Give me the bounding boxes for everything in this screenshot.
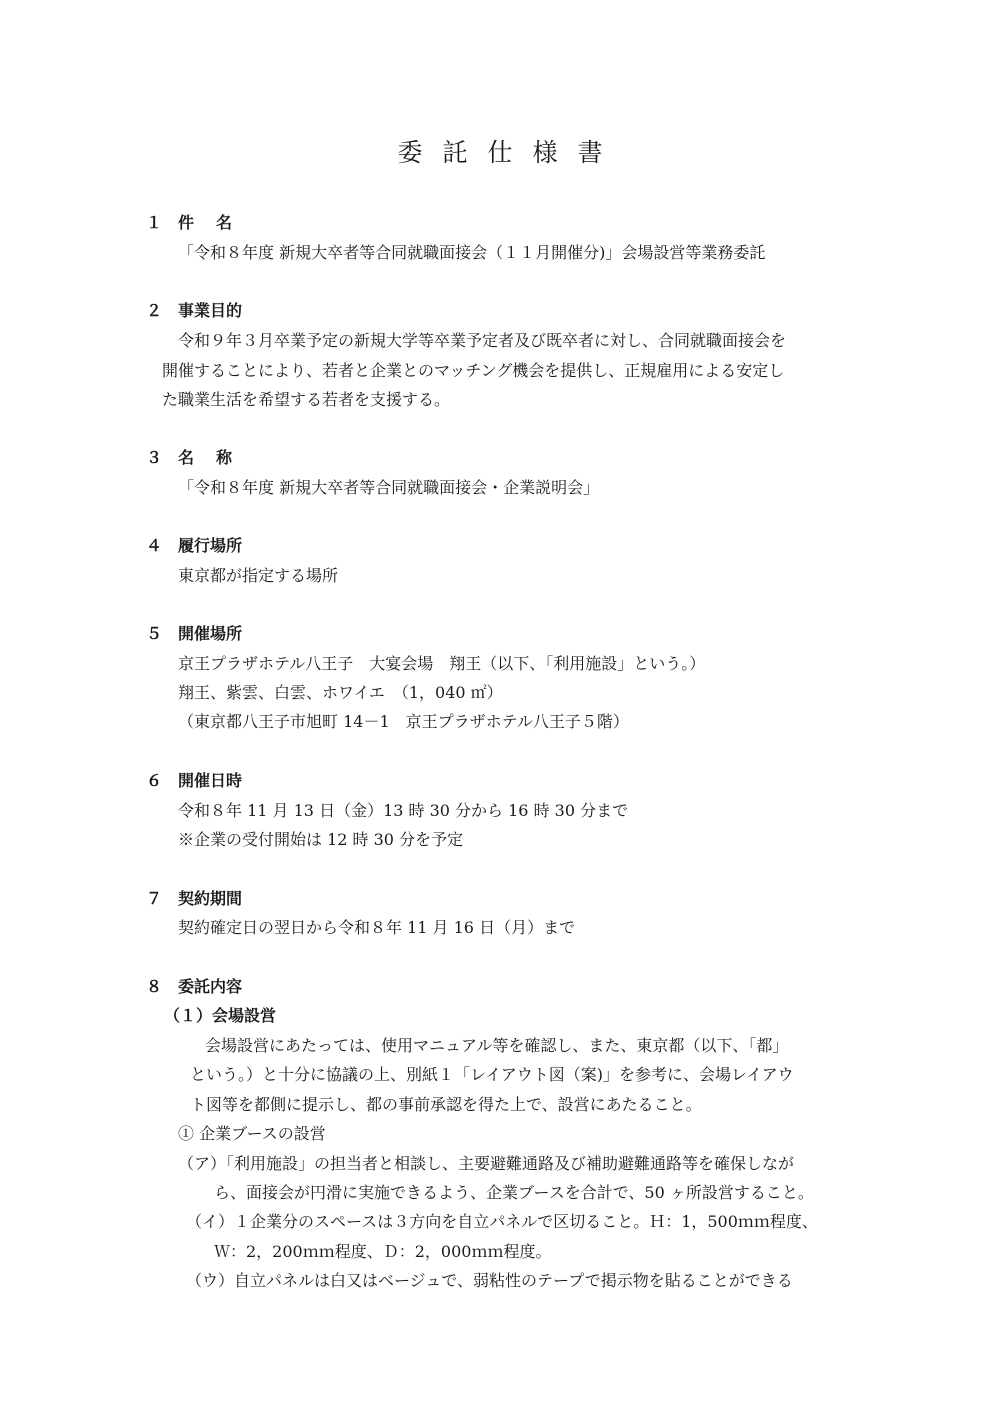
section-1-heading [146, 213, 254, 233]
subsection-heading: （１）会場設営 [164, 1006, 277, 1025]
section-6-line: ※企業の受付開始は 12 時 30 分を予定 [178, 830, 464, 849]
section-2-heading [146, 301, 242, 321]
subsection-line: ト図等を都側に提示し、都の事前承認を得た上で、設営にあたること。 [190, 1095, 702, 1114]
section-2-line: 令和９年３月卒業予定の新規大学等卒業予定者及び既卒者に対し、合同就職面接会を [178, 331, 787, 350]
section-number: ４ [146, 536, 163, 555]
section-number: ６ [146, 771, 163, 790]
section-title: 件名 [178, 213, 255, 232]
section-number: ５ [146, 624, 163, 643]
section-number: ７ [146, 889, 163, 908]
section-3-line: 「令和８年度 新規大卒者等合同就職面接会・企業説明会」 [178, 478, 600, 497]
section-3-heading [146, 448, 254, 468]
section-5-line: （東京都八王子市旭町 14－1 京王プラザホテル八王子５階） [178, 712, 629, 731]
section-title: 事業目的 [178, 301, 243, 320]
subsection-line: 会場設営にあたっては、使用マニュアル等を確認し、また、東京都（以下、「都」 [205, 1036, 789, 1055]
item-label: ① 企業ブースの設営 [178, 1124, 326, 1143]
item-a-line: （ア）「利用施設」の担当者と相談し、主要避難通路及び補助避難通路等を確保しなが [178, 1154, 795, 1173]
section-7-line: 契約確定日の翌日から令和８年 11 月 16 日（月）まで [178, 918, 576, 937]
subsection-line: という。）と十分に協議の上、別紙１「レイアウト図（案)」を参考に、会場レイアウ [190, 1065, 794, 1084]
section-8-heading [146, 977, 242, 997]
section-6-heading [146, 771, 242, 791]
item-b-line: （イ）１企業分のスペースは３方向を自立パネルで区切ること。Ｈ：1，500ｍｍ程度、 [186, 1212, 818, 1231]
section-5-heading [146, 624, 242, 644]
item-c-line: （ウ）自立パネルは白又はベージュで、弱粘性のテープで掲示物を貼ることができる [186, 1271, 793, 1290]
section-title: 開催場所 [178, 624, 243, 643]
section-number: ３ [146, 448, 163, 467]
section-2-line: た職業生活を希望する若者を支援する。 [162, 390, 451, 409]
section-7-heading [146, 889, 242, 909]
page-title: 委託仕様書 [397, 138, 623, 167]
item-b-line: Ｗ：2，200ｍｍ程度、Ｄ：2，000ｍｍ程度。 [214, 1242, 552, 1261]
section-5-line: 翔王、紫雲、白雲、ホワイエ （1，040 ㎡） [178, 683, 503, 702]
section-6-line: 令和８年 11 月 13 日（金）13 時 30 分から 16 時 30 分まで [178, 801, 629, 820]
section-number: ８ [146, 977, 163, 996]
item-a-line: ら、面接会が円滑に実施できるよう、企業ブースを合計で、50 ヶ所設営すること。 [214, 1183, 814, 1202]
section-title: 名称 [178, 448, 255, 467]
section-title: 契約期間 [178, 889, 243, 908]
section-number: ２ [146, 301, 163, 320]
section-5-line: 京王プラザホテル八王子 大宴会場 翔王（以下、「利用施設」という。） [178, 654, 706, 673]
section-title: 開催日時 [178, 771, 243, 790]
section-4-line: 東京都が指定する場所 [178, 566, 339, 585]
section-4-heading [146, 536, 242, 556]
section-2-line: 開催することにより、若者と企業とのマッチング機会を提供し、正規雇用による安定し [162, 361, 785, 380]
section-1-line: 「令和８年度 新規大卒者等合同就職面接会（１１月開催分)」会場設営等業務委託 [178, 243, 766, 262]
section-title: 履行場所 [178, 536, 243, 555]
section-number: １ [146, 213, 163, 232]
section-title: 委託内容 [178, 977, 243, 996]
